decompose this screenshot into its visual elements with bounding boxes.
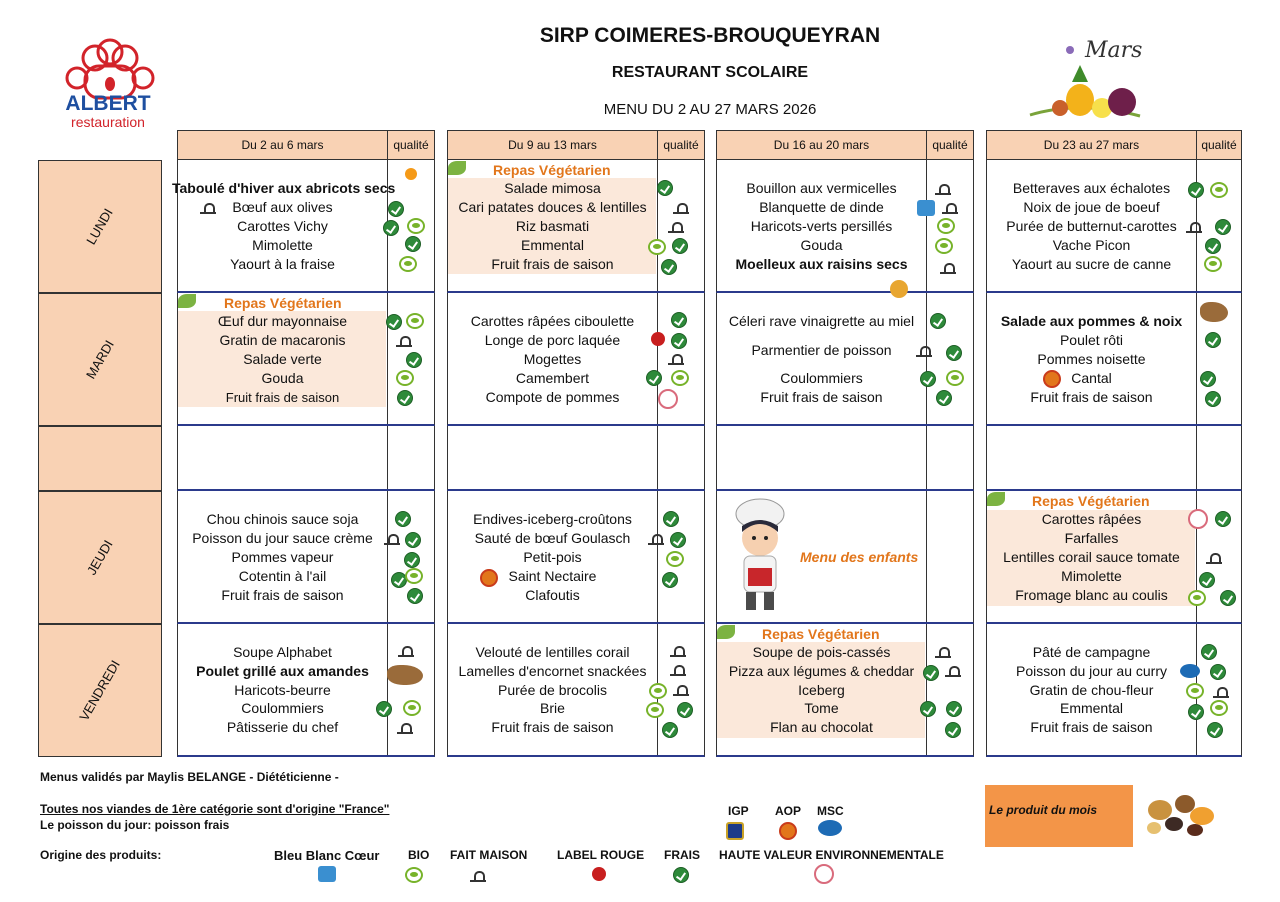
dish: Riz basmati <box>515 218 590 234</box>
msc-icon <box>818 820 842 836</box>
fruits-illustration <box>1010 20 1160 124</box>
hve-icon <box>658 389 678 409</box>
dish: Purée de butternut-carottes <box>1006 218 1177 234</box>
fait-maison-icon <box>396 335 412 347</box>
frais-icon <box>1215 219 1231 235</box>
qualite-header: qualité <box>926 130 974 160</box>
aop-icon <box>1043 370 1061 388</box>
fait-maison-icon <box>935 183 951 195</box>
msc-icon <box>1180 664 1200 678</box>
dish: Haricots-beurre <box>234 682 331 698</box>
dish: Haricots-verts persillés <box>750 218 893 234</box>
poisson-du-jour: Le poisson du jour: poisson frais <box>40 818 230 832</box>
day-mardi: MARDI <box>38 293 162 426</box>
bio-icon <box>405 867 423 883</box>
frais-icon <box>407 588 423 604</box>
frais-icon <box>397 390 413 406</box>
kids-menu-label: Menu des enfants <box>800 549 919 565</box>
dish: Chou chinois sauce soja <box>206 511 359 527</box>
raisin-icon <box>890 280 908 298</box>
bio-icon <box>406 313 424 329</box>
frais-icon <box>661 259 677 275</box>
bio-icon <box>1210 182 1228 198</box>
frais-icon <box>1199 572 1215 588</box>
viandes-origine: Toutes nos viandes de 1ère catégorie sont d'origine "France" <box>40 802 390 816</box>
frais-icon <box>920 701 936 717</box>
legend-bbc-label: Bleu Blanc Cœur <box>274 848 380 863</box>
dish: Fruit frais de saison <box>1030 389 1153 405</box>
bio-icon <box>648 239 666 255</box>
menu-cell <box>177 426 388 491</box>
chef-kid-illustration <box>720 496 800 616</box>
legend-msc-label: MSC <box>817 804 844 818</box>
dish: Taboulé d'hiver aux abricots secs <box>172 180 396 196</box>
frais-icon <box>388 201 404 217</box>
frais-icon <box>1188 182 1204 198</box>
dish: Brie <box>540 700 565 716</box>
fait-maison-icon <box>670 645 686 657</box>
dish: Gratin de macaronis <box>219 332 346 348</box>
dish: Sauté de bœuf Goulasch <box>474 530 631 546</box>
leaf-icon <box>178 294 196 308</box>
dish: Coulommiers <box>241 700 324 716</box>
frais-icon <box>1201 644 1217 660</box>
frais-icon <box>1210 664 1226 680</box>
fait-maison-icon <box>397 722 413 734</box>
qualite-cell <box>926 491 974 624</box>
month-label: Mars <box>1085 38 1143 63</box>
bleu-blanc-coeur-icon <box>318 866 336 882</box>
frais-icon <box>945 722 961 738</box>
dish: Yaourt au sucre de canne <box>1011 256 1172 272</box>
veg-title: Repas Végétarien <box>493 162 611 178</box>
qualite-header: qualité <box>387 130 435 160</box>
dish: Bouillon aux vermicelles <box>746 180 897 196</box>
dish: Poisson du jour sauce crème <box>192 530 373 546</box>
frais-icon <box>670 532 686 548</box>
fait-maison-icon <box>668 221 684 233</box>
legend-aop-label: AOP <box>775 804 802 818</box>
dish: Iceberg <box>798 682 845 698</box>
frais-icon <box>662 572 678 588</box>
menu-cell <box>986 426 1197 491</box>
frais-icon <box>1215 511 1231 527</box>
fait-maison-icon <box>384 533 400 545</box>
leaf-icon <box>717 625 735 639</box>
frais-icon <box>1207 722 1223 738</box>
day-mercredi-empty <box>38 426 162 491</box>
dish: Soupe Alphabet <box>233 644 332 660</box>
legend-frais-label: FRAIS <box>664 848 700 862</box>
frais-icon <box>657 180 673 196</box>
fait-maison-icon <box>942 202 958 214</box>
dish: Salade mimosa <box>504 180 601 196</box>
bio-icon <box>1188 590 1206 606</box>
bio-icon <box>405 568 423 584</box>
bleu-blanc-coeur-icon <box>917 200 935 216</box>
dish: Bœuf aux olives <box>232 199 333 215</box>
col-header-week3: Du 16 au 20 mars <box>716 130 927 160</box>
frais-icon <box>671 333 687 349</box>
dish: Parmentier de poisson <box>751 342 892 358</box>
frais-icon <box>930 313 946 329</box>
bio-icon <box>1186 683 1204 699</box>
walnut-icon <box>1200 302 1228 322</box>
frais-icon <box>646 370 662 386</box>
page-title: SIRP COIMERES-BROUQUEYRAN <box>539 24 881 47</box>
aop-icon <box>779 822 797 840</box>
frais-icon <box>677 702 693 718</box>
dish: Lentilles corail sauce tomate <box>1003 549 1180 565</box>
almond-icon <box>387 665 423 685</box>
dish: Flan au chocolat <box>770 719 873 735</box>
frais-icon <box>923 665 939 681</box>
dish: Yaourt à la fraise <box>230 256 335 272</box>
frais-icon <box>1205 391 1221 407</box>
dish: Pommes noisette <box>1037 351 1146 367</box>
dish: Velouté de lentilles corail <box>475 644 630 660</box>
menu-cell <box>716 426 927 491</box>
dish: Œuf dur mayonnaise <box>217 313 348 329</box>
dish: Emmental <box>520 237 585 253</box>
frais-icon <box>406 352 422 368</box>
dish: Petit-pois <box>523 549 582 565</box>
dish: Fruit frais de saison <box>221 587 344 603</box>
fait-maison-icon <box>668 353 684 365</box>
fait-maison-icon <box>916 345 932 357</box>
dish: Lamelles d'encornet snackées <box>458 663 647 679</box>
dish: Céleri rave vinaigrette au miel <box>728 313 915 329</box>
dish: Mogettes <box>523 351 582 367</box>
dish: Carottes râpées ciboulette <box>470 313 635 329</box>
dish: Emmental <box>1059 700 1124 716</box>
fait-maison-icon <box>648 533 664 545</box>
qualite-cell <box>387 624 435 757</box>
dish: Salade verte <box>243 351 322 367</box>
dish: Longe de porc laquée <box>484 332 621 348</box>
dish: Blanquette de dinde <box>759 199 884 215</box>
dish: Farfalles <box>1064 530 1119 546</box>
dish: Endives-iceberg-croûtons <box>473 511 632 527</box>
dish: Pizza aux légumes & cheddar <box>728 663 915 679</box>
frais-icon <box>405 236 421 252</box>
dish: Coulommiers <box>780 370 863 386</box>
legend-lr-label: LABEL ROUGE <box>557 848 645 862</box>
dish: Gouda <box>800 237 843 253</box>
frais-icon <box>404 552 420 568</box>
frais-icon <box>673 867 689 883</box>
dish: Poisson du jour au curry <box>1016 663 1167 679</box>
bio-icon <box>399 256 417 272</box>
fait-maison-icon <box>398 645 414 657</box>
legend-hve-label: HAUTE VALEUR ENVIRONNEMENTALE <box>719 848 944 862</box>
origine-produits: Origine des produits: <box>40 848 162 862</box>
frais-icon <box>662 722 678 738</box>
frais-icon <box>386 314 402 330</box>
dried-fruits-illustration <box>1140 790 1220 840</box>
dish: Cantal <box>1071 370 1112 386</box>
label-rouge-icon <box>592 867 606 881</box>
veg-title: Repas Végétarien <box>1032 493 1150 509</box>
apricot-icon <box>405 168 417 180</box>
dish: Fruit frais de saison <box>1030 719 1153 735</box>
label-rouge-icon <box>651 332 665 346</box>
dish: Camembert <box>515 370 590 386</box>
qualite-header: qualité <box>1196 130 1242 160</box>
validated-by: Menus validés par Maylis BELANGE - Diététicienne - <box>40 770 339 784</box>
dish: Carottes Vichy <box>237 218 328 234</box>
igp-icon <box>726 822 744 840</box>
dish: Noix de joue de boeuf <box>1023 199 1160 215</box>
fait-maison-icon <box>1213 686 1229 698</box>
frais-icon <box>1188 704 1204 720</box>
bio-icon <box>649 683 667 699</box>
legend-fm-label: FAIT MAISON <box>450 848 528 862</box>
fait-maison-icon <box>940 262 956 274</box>
dish: Mimolette <box>1061 568 1122 584</box>
legend-igp-label: IGP <box>728 804 749 818</box>
bio-icon <box>403 700 421 716</box>
veg-title: Repas Végétarien <box>224 295 342 311</box>
leaf-icon <box>987 492 1005 506</box>
fait-maison-icon <box>470 870 486 882</box>
dish: Soupe de pois-cassés <box>752 644 891 660</box>
dish: Salade aux pommes & noix <box>1000 313 1183 329</box>
fait-maison-icon <box>670 664 686 676</box>
fait-maison-icon <box>1186 221 1202 233</box>
bio-icon <box>407 218 425 234</box>
dish: Pâté de campagne <box>1032 644 1151 660</box>
dish: Fruit frais de saison <box>760 389 883 405</box>
dish: Gouda <box>261 370 304 386</box>
menu-period: MENU DU 2 AU 27 MARS 2026 <box>603 101 817 118</box>
dish: Saint Nectaire <box>508 568 597 584</box>
frais-icon <box>383 220 399 236</box>
qualite-cell <box>657 426 705 491</box>
qualite-cell <box>1196 426 1242 491</box>
leaf-icon <box>448 161 466 175</box>
logo-brand: ALBERT <box>65 92 151 115</box>
dish: Fruit frais de saison <box>491 719 614 735</box>
frais-icon <box>1220 590 1236 606</box>
bio-icon <box>1210 700 1228 716</box>
dish: Pommes vapeur <box>231 549 334 565</box>
dish: Mimolette <box>252 237 313 253</box>
dish: Fruit frais de saison <box>225 390 340 405</box>
frais-icon <box>946 345 962 361</box>
dish: Moelleux aux raisins secs <box>735 256 908 272</box>
day-lundi: LUNDI <box>38 160 162 293</box>
frais-icon <box>672 238 688 254</box>
fait-maison-icon <box>1206 552 1222 564</box>
bio-icon <box>646 702 664 718</box>
logo-sub: restauration <box>71 114 145 130</box>
dish: Poulet rôti <box>1059 332 1124 348</box>
frais-icon <box>920 371 936 387</box>
dish: Tome <box>804 700 839 716</box>
frais-icon <box>671 312 687 328</box>
frais-icon <box>946 701 962 717</box>
dish: Gratin de chou-fleur <box>1029 682 1154 698</box>
dish: Betteraves aux échalotes <box>1012 180 1171 196</box>
dish: Cotentin à l'ail <box>238 568 327 584</box>
produit-du-mois-label: Le produit du mois <box>989 803 1097 817</box>
bio-icon <box>935 238 953 254</box>
bio-icon <box>1204 256 1222 272</box>
fait-maison-icon <box>673 684 689 696</box>
dish: Purée de brocolis <box>498 682 607 698</box>
col-header-week2: Du 9 au 13 mars <box>447 130 658 160</box>
fait-maison-icon <box>200 202 216 214</box>
bio-icon <box>937 218 955 234</box>
bio-icon <box>946 370 964 386</box>
bio-icon <box>666 551 684 567</box>
fait-maison-icon <box>935 646 951 658</box>
dish: Fromage blanc au coulis <box>1015 587 1168 603</box>
frais-icon <box>376 701 392 717</box>
menu-cell <box>447 426 658 491</box>
frais-icon <box>936 390 952 406</box>
qualite-cell <box>387 426 435 491</box>
frais-icon <box>663 511 679 527</box>
col-header-week4: Du 23 au 27 mars <box>986 130 1197 160</box>
dish: Vache Picon <box>1052 237 1131 253</box>
col-header-week1: Du 2 au 6 mars <box>177 130 388 160</box>
qualite-header: qualité <box>657 130 705 160</box>
frais-icon <box>395 511 411 527</box>
day-jeudi: JEUDI <box>38 491 162 624</box>
day-vendredi: VENDREDI <box>38 624 162 757</box>
dish: Cari patates douces & lentilles <box>458 199 647 215</box>
frais-icon <box>1205 332 1221 348</box>
dish: Compote de pommes <box>485 389 620 405</box>
page-subtitle: RESTAURANT SCOLAIRE <box>611 64 809 81</box>
bio-icon <box>671 370 689 386</box>
aop-icon <box>480 569 498 587</box>
frais-icon <box>1205 238 1221 254</box>
dish: Clafoutis <box>525 587 580 603</box>
hve-icon <box>1188 509 1208 529</box>
dish: Fruit frais de saison <box>491 256 614 272</box>
veg-title: Repas Végétarien <box>762 626 880 642</box>
frais-icon <box>405 532 421 548</box>
hve-icon <box>814 864 834 884</box>
dish: Carottes râpées <box>1041 511 1142 527</box>
bio-icon <box>396 370 414 386</box>
fait-maison-icon <box>673 202 689 214</box>
dish: Poulet grillé aux amandes <box>196 663 369 679</box>
fait-maison-icon <box>945 665 961 677</box>
qualite-cell <box>926 426 974 491</box>
frais-icon <box>1200 371 1216 387</box>
dish: Pâtisserie du chef <box>226 719 339 735</box>
legend-bio-label: BIO <box>408 848 430 862</box>
